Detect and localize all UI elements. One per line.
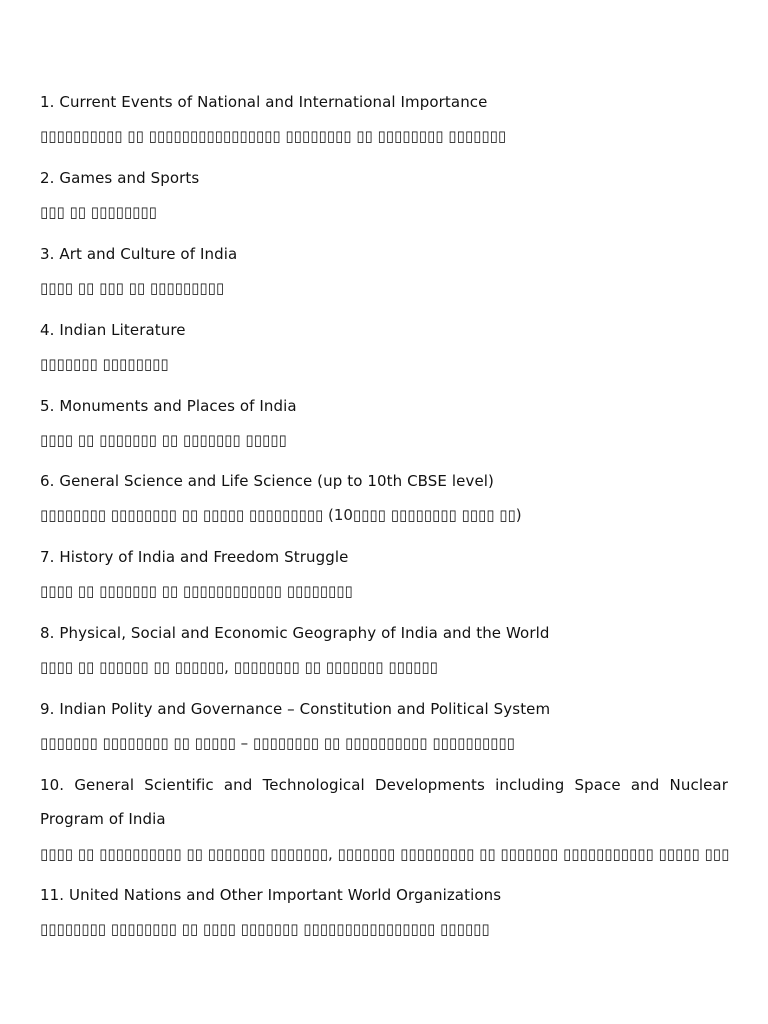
topic-hindi: ▯▯▯▯ ▯▯ ▯▯▯▯▯▯▯▯▯▯ ▯▯ ▯▯▯▯▯▯▯ ▯▯▯▯▯▯▯, ▯▯▯▯▯▯▯ ▯▯▯▯▯▯▯▯▯ ▯▯ ▯▯▯▯▯▯▯ ▯▯▯▯▯▯▯▯▯▯▯ ▯▯▯▯▯ ▯▯▯: [40, 845, 730, 863]
topic-english: 4. Indian Literature: [40, 321, 186, 339]
topic-hindi: ▯▯▯▯▯▯▯ ▯▯▯▯▯▯▯▯: [40, 355, 169, 373]
topic-hindi: ▯▯▯▯ ▯▯ ▯▯▯ ▯▯ ▯▯▯▯▯▯▯▯▯: [40, 279, 225, 297]
topic-item-3: [40, 245, 728, 297]
topic-item-10: [40, 768, 730, 863]
topic-hindi: ▯▯▯▯▯▯▯▯ ▯▯▯▯▯▯▯▯ ▯▯ ▯▯▯▯▯ ▯▯▯▯▯▯▯▯▯ (10▯▯▯▯ ▯▯▯▯▯▯▯▯ ▯▯▯▯ ▯▯): [40, 506, 522, 524]
topic-english: 9. Indian Polity and Governance – Constitution and Political System: [40, 700, 551, 718]
topic-item-9: [40, 700, 728, 752]
topic-english: 1. Current Events of National and International Importance: [40, 93, 488, 111]
topic-english: 7. History of India and Freedom Struggle: [40, 548, 349, 566]
topic-english: 11. United Nations and Other Important World Organizations: [40, 886, 502, 904]
topic-item-2: [40, 169, 728, 221]
topic-english: 10. General Scientific and Technological Developments including Space and Nuclear Program of India: [40, 776, 728, 828]
topic-item-11: [40, 886, 728, 938]
topic-item-6: [40, 472, 728, 524]
topic-item-4: [40, 321, 728, 373]
topic-hindi: ▯▯▯▯ ▯▯ ▯▯▯▯▯▯ ▯▯ ▯▯▯▯▯▯, ▯▯▯▯▯▯▯▯ ▯▯ ▯▯▯▯▯▯▯ ▯▯▯▯▯▯: [40, 658, 438, 676]
topic-english: 5. Monuments and Places of India: [40, 397, 297, 415]
topic-hindi: ▯▯▯▯ ▯▯ ▯▯▯▯▯▯▯ ▯▯ ▯▯▯▯▯▯▯▯▯▯▯▯ ▯▯▯▯▯▯▯▯: [40, 582, 353, 600]
topic-item-7: [40, 548, 728, 600]
topic-english: 6. General Science and Life Science (up to 10th CBSE level): [40, 472, 494, 490]
topic-item-1: [40, 93, 728, 145]
topic-hindi: ▯▯▯ ▯▯ ▯▯▯▯▯▯▯▯: [40, 203, 157, 221]
topic-hindi: ▯▯▯▯ ▯▯ ▯▯▯▯▯▯▯ ▯▯ ▯▯▯▯▯▯▯ ▯▯▯▯▯: [40, 431, 287, 449]
topic-hindi: ▯▯▯▯▯▯▯▯▯▯ ▯▯ ▯▯▯▯▯▯▯▯▯▯▯▯▯▯▯▯ ▯▯▯▯▯▯▯▯ ▯▯ ▯▯▯▯▯▯▯▯ ▯▯▯▯▯▯▯: [40, 127, 507, 145]
topic-hindi: ▯▯▯▯▯▯▯ ▯▯▯▯▯▯▯▯ ▯▯ ▯▯▯▯▯ – ▯▯▯▯▯▯▯▯ ▯▯ ▯▯▯▯▯▯▯▯▯▯ ▯▯▯▯▯▯▯▯▯▯: [40, 734, 515, 752]
topic-english: 8. Physical, Social and Economic Geography of India and the World: [40, 624, 550, 642]
topic-item-8: [40, 624, 728, 676]
topic-english: 2. Games and Sports: [40, 169, 200, 187]
topic-hindi: ▯▯▯▯▯▯▯▯ ▯▯▯▯▯▯▯▯ ▯▯ ▯▯▯▯ ▯▯▯▯▯▯▯ ▯▯▯▯▯▯▯▯▯▯▯▯▯▯▯▯ ▯▯▯▯▯▯: [40, 920, 490, 938]
topic-english: 3. Art and Culture of India: [40, 245, 238, 263]
topic-item-5: [40, 397, 728, 449]
